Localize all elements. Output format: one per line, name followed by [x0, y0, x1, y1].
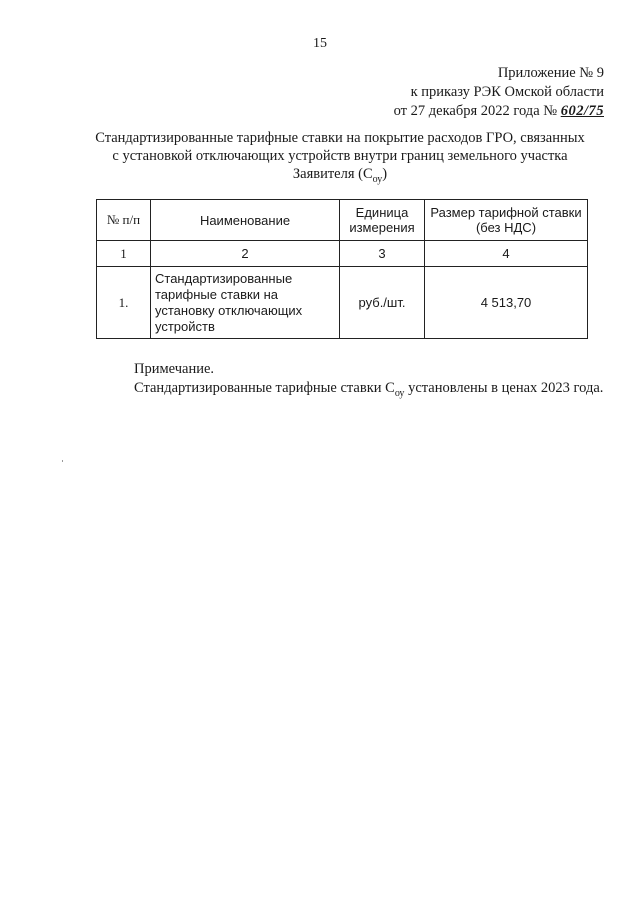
appendix-order-date	[394, 102, 604, 121]
header-cell-rate: Размер тарифной ставки (без НДС)	[425, 200, 588, 241]
order-date-text: от 27 декабря 2022 года №	[393, 103, 558, 119]
note-text-suffix: установлены в ценах 2023 года.	[404, 380, 604, 396]
index-cell-1: 1	[97, 241, 151, 267]
title-subscript: оу	[372, 173, 383, 185]
index-cell-4: 4	[425, 241, 588, 267]
header-cell-number: № п/п	[97, 200, 151, 241]
header-cell-name: Наименование	[151, 200, 340, 241]
note-text	[96, 379, 606, 403]
header-cell-unit: Единица измерения	[340, 200, 425, 241]
note-section	[96, 360, 606, 403]
index-cell-3: 3	[340, 241, 425, 267]
scan-speck	[62, 460, 63, 462]
appendix-title: Приложение № 9	[497, 65, 604, 81]
title-line-3	[70, 165, 610, 189]
row-name-cell: Стандартизированные тарифные ставки на установку отключающих устройств	[151, 267, 340, 339]
table-row	[97, 267, 588, 339]
row-number-cell: 1.	[97, 267, 151, 339]
appendix-order-ref: к приказу РЭК Омской области	[410, 84, 604, 100]
order-number-handwritten: 602/75	[560, 103, 604, 119]
row-unit-cell: руб./шт.	[340, 267, 425, 339]
title-line-2: с установкой отключающих устройств внутри границ земельного участка	[112, 148, 568, 164]
note-subscript: оу	[394, 387, 405, 399]
note-text-prefix: Стандартизированные тарифные ставки С	[134, 380, 395, 396]
title-line-1: Стандартизированные тарифные ставки на покрытие расходов ГРО, связанных	[95, 130, 585, 146]
row-rate-cell: 4 513,70	[425, 267, 588, 339]
title-line-3-text: Заявителя (С	[292, 166, 373, 182]
index-cell-2: 2	[151, 241, 340, 267]
tariff-table	[96, 199, 588, 339]
document-title	[70, 129, 610, 189]
table-header-row	[97, 200, 588, 241]
note-label: Примечание.	[134, 361, 215, 377]
table-index-row	[97, 241, 588, 267]
title-line-3-suffix: )	[382, 166, 388, 182]
page-number: 15	[313, 36, 327, 51]
appendix-header	[394, 64, 604, 121]
